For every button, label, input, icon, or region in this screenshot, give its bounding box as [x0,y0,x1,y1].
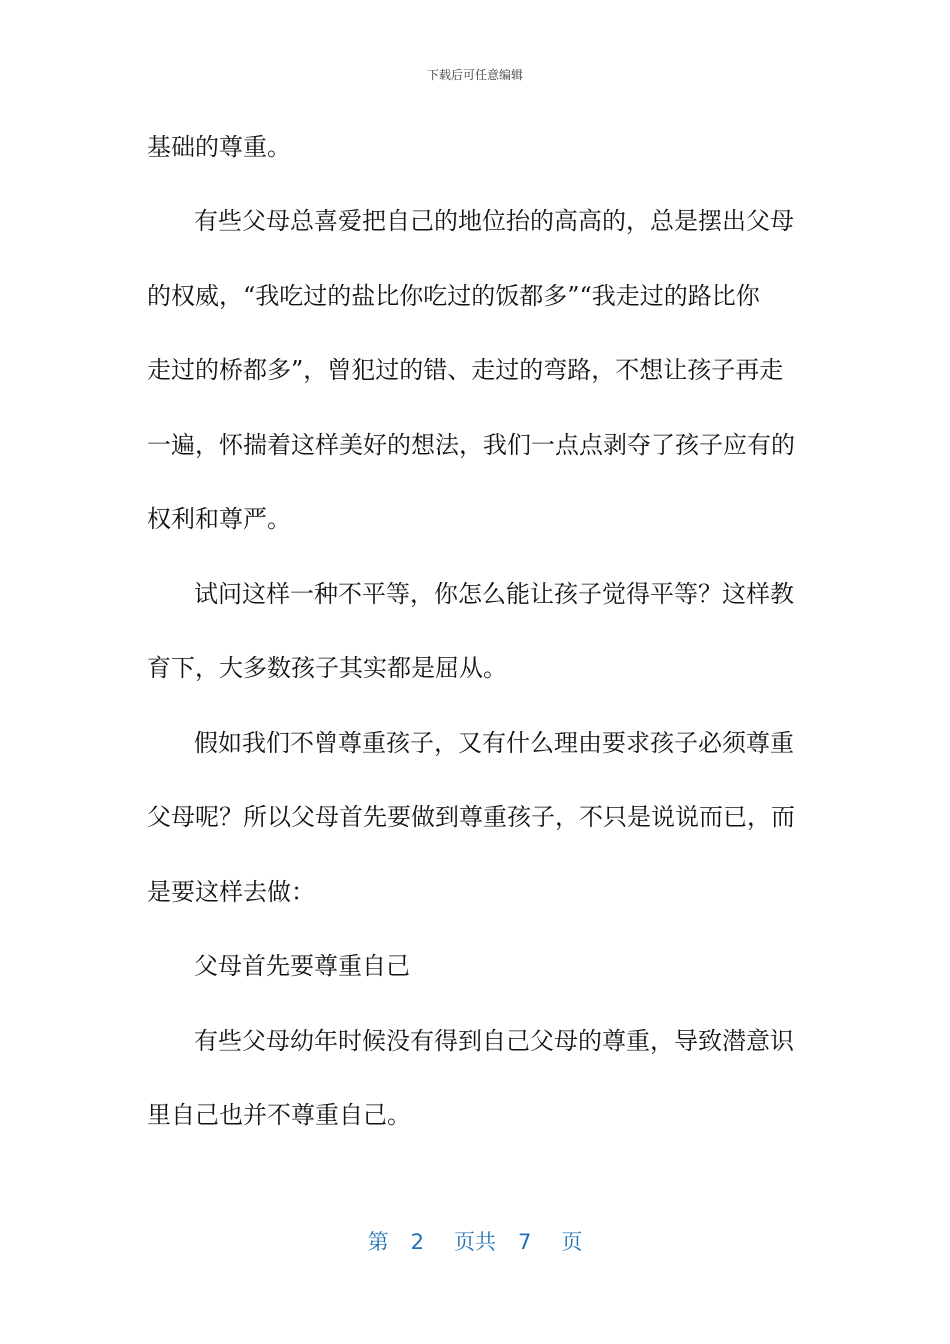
footer-mid: 页共 [454,1230,496,1254]
footer-prefix: 第 [367,1230,389,1254]
text-line: 育下，大多数孩子其实都是屈从。 [147,654,507,682]
text-line: 假如我们不曾尊重孩子，又有什么理由要求孩子必须尊重 [194,729,794,757]
page-footer [0,1226,950,1256]
text-line: 基础的尊重。 [147,133,291,161]
text-line: 是要这样去做： [147,878,315,906]
text-line: 父母呢？所以父母首先要做到尊重孩子，不只是说说而已，而 [147,803,795,831]
total-pages: 7 [518,1230,532,1254]
text-line: 有些父母幼年时候没有得到自己父母的尊重，导致潜意识 [194,1027,794,1055]
text-line: 一遍，怀揣着这样美好的想法，我们一点点剥夺了孩子应有的 [147,431,795,459]
page-number: 2 [410,1230,424,1254]
section-heading: 父母首先要尊重自己 [194,952,410,980]
text-line: 试问这样一种不平等，你怎么能让孩子觉得平等？这样教 [194,580,794,608]
page-header: 下载后可任意编辑 [426,68,523,82]
text-line: 里自己也并不尊重自己。 [147,1101,411,1129]
text-line: 权利和尊严。 [147,505,291,533]
text-line: 的权威，“我吃过的盐比你吃过的饭都多”“我走过的路比你 [147,282,760,310]
footer-suffix: 页 [561,1230,583,1254]
text-line: 有些父母总喜爱把自己的地位抬的高高的，总是摆出父母 [194,207,794,235]
text-line: 走过的桥都多”，曾犯过的错、走过的弯路，不想让孩子再走 [147,356,784,384]
